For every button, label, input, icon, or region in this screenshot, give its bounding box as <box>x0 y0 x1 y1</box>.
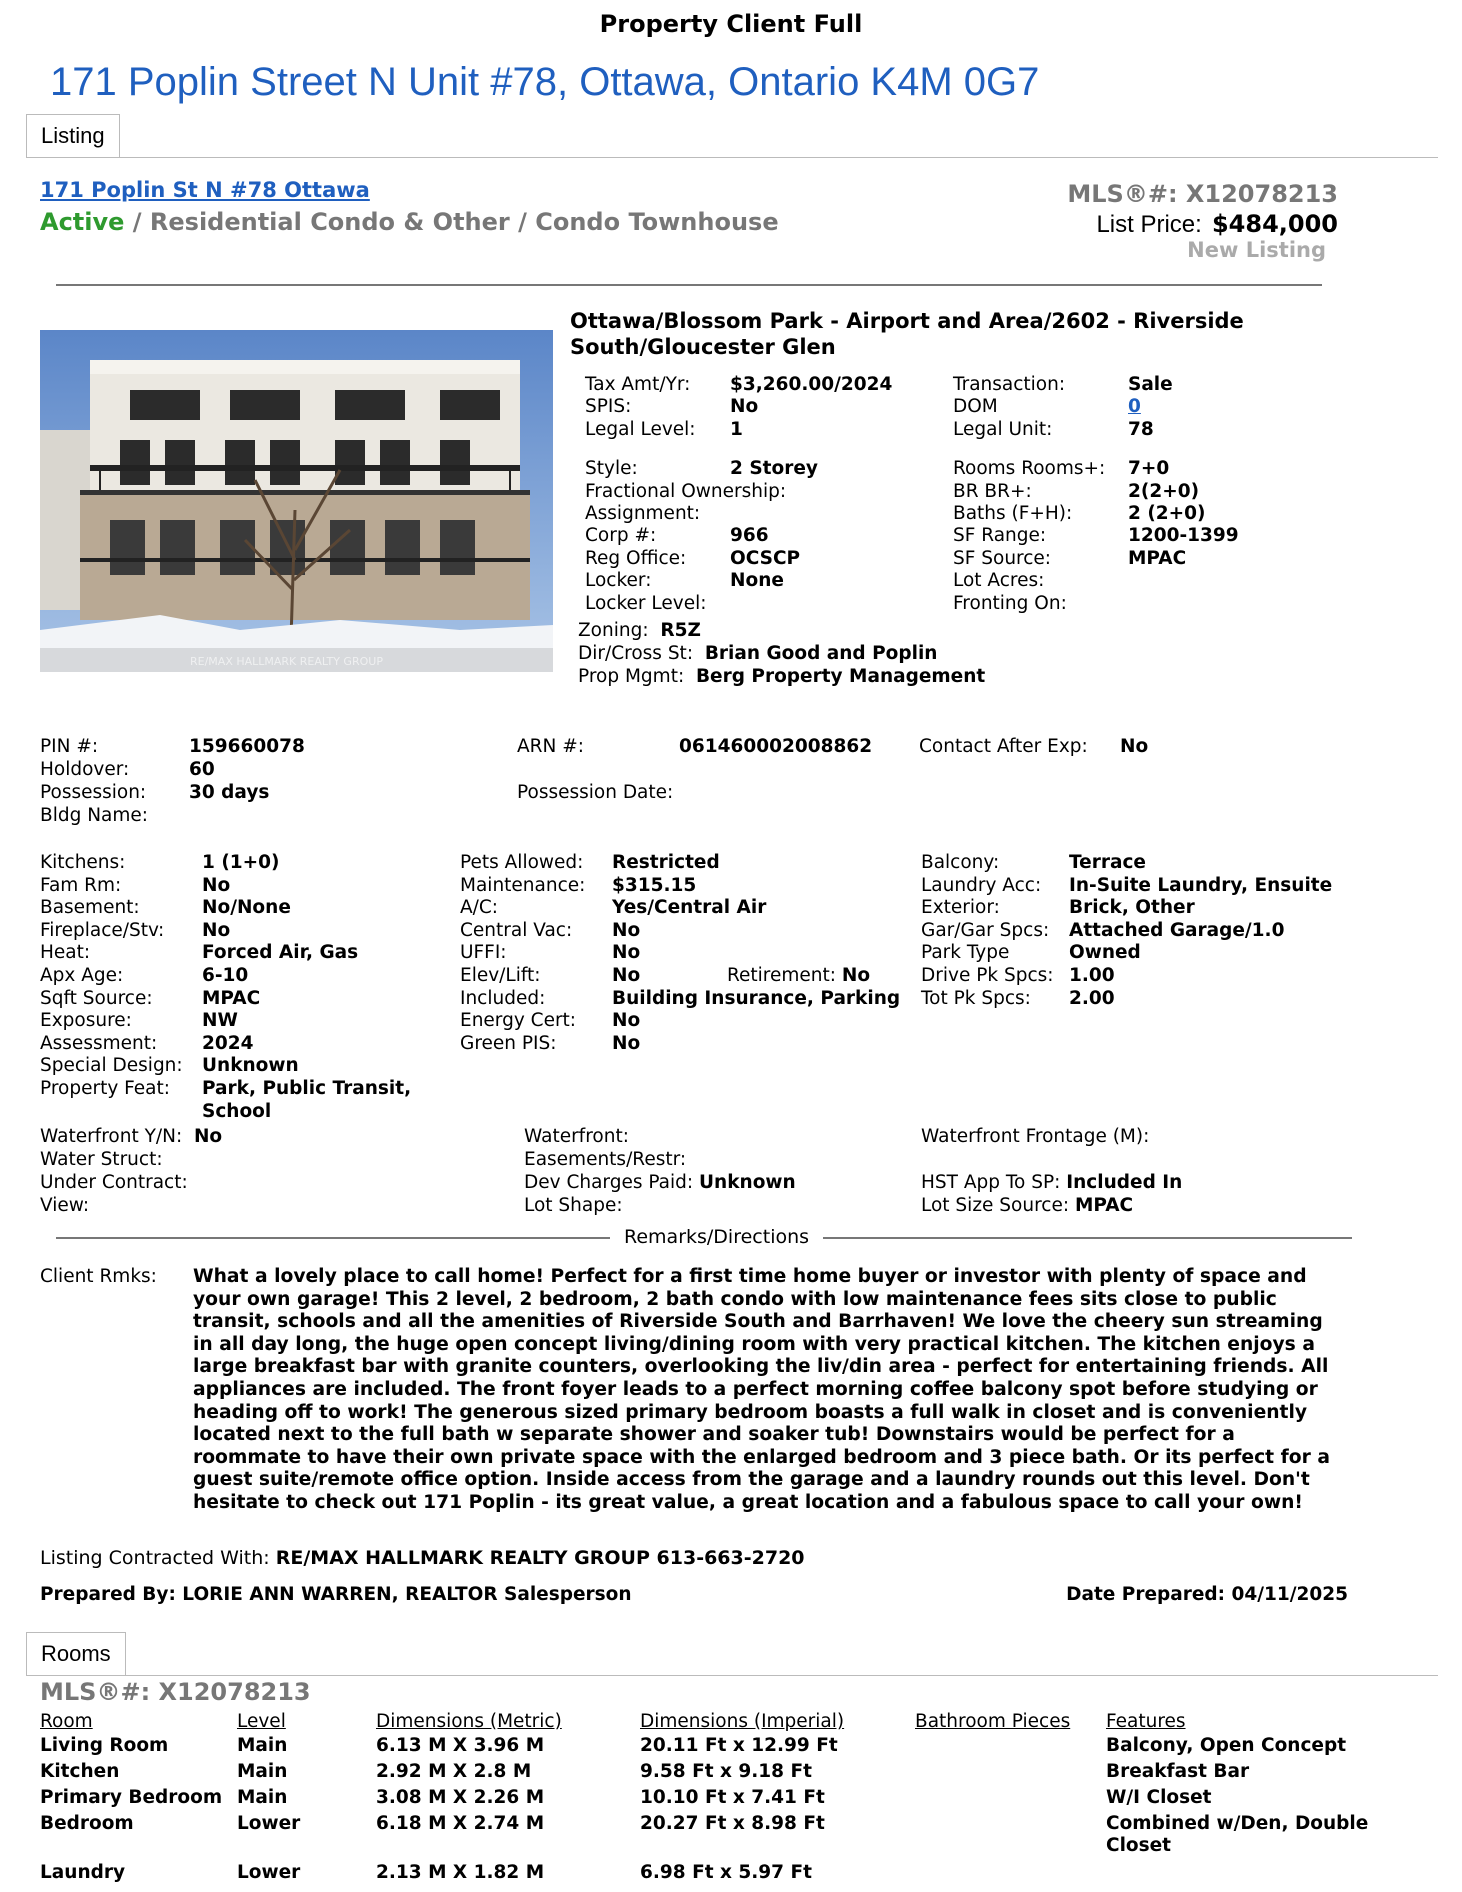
possession-value: 30 days <box>189 782 270 803</box>
remarks-heading: Remarks/Directions <box>610 1226 823 1248</box>
rooms-cell: 3.08 M X 2.26 M <box>376 1787 545 1808</box>
feature-value: Building Insurance, Parking <box>612 987 901 1009</box>
short-address-link[interactable]: 171 Poplin St N #78 Ottawa <box>40 178 370 202</box>
possession-label: Possession: <box>40 782 147 803</box>
listing-categories: / Residential Condo & Other / Condo Townhouse <box>124 208 779 236</box>
rooms-header-cell: Level <box>237 1711 286 1732</box>
detail-label: Reg Office: <box>585 547 687 569</box>
detail-row <box>585 503 786 525</box>
feature-value: MPAC <box>202 987 261 1009</box>
remarks-line: What a lovely place to call home! Perfect for a first time home buyer or investor with plenty of space and <box>193 1266 1307 1287</box>
feature-value: $315.15 <box>612 874 697 896</box>
mls-number: MLS®#: X12078213 <box>1067 180 1338 208</box>
detail-label: Fractional Ownership: <box>585 480 787 502</box>
contact-after-exp-label: Contact After Exp: <box>919 736 1088 757</box>
detail-label: Rooms Rooms+: <box>953 458 1106 480</box>
photo-watermark: RE/MAX HALLMARK REALTY GROUP <box>190 655 383 668</box>
rooms-cell: 6.98 Ft x 5.97 Ft <box>640 1862 812 1883</box>
waterfront: Waterfront: <box>524 1126 629 1147</box>
detail-value: 1 <box>730 418 743 440</box>
rooms-cell: Lower <box>237 1862 301 1883</box>
feature-row <box>40 1055 299 1078</box>
rooms-cell: Breakfast Bar <box>1106 1761 1250 1782</box>
feature-label: Sqft Source: <box>40 987 153 1009</box>
property-address-heading: 171 Poplin Street N Unit #78, Ottawa, Ontario K4M 0G7 <box>50 60 1040 104</box>
feature-row <box>460 1010 641 1033</box>
feature-row <box>921 874 1333 898</box>
detail-row <box>585 419 786 441</box>
feature-value: No <box>202 874 231 896</box>
feature-value: No <box>612 964 641 986</box>
feature-row <box>40 1010 238 1033</box>
feature-label: Assessment: <box>40 1032 158 1054</box>
waterfront-yn: Waterfront Y/N: No <box>40 1126 223 1147</box>
feature-label: Exposure: <box>40 1010 132 1032</box>
document-title: Property Client Full <box>599 10 863 38</box>
detail-label: Transaction: <box>953 374 1066 395</box>
rooms-cell: Main <box>237 1735 288 1756</box>
rooms-cell: Balcony, Open Concept <box>1106 1735 1347 1756</box>
feature-value: No <box>612 1010 641 1032</box>
remarks-line: transit, schools and all the amenities of Riverside South and Barrhaven! We love the cheery sun streaming <box>193 1311 1323 1333</box>
easements: Easements/Restr: <box>524 1149 687 1170</box>
rooms-cell: 2.13 M X 1.82 M <box>376 1862 545 1883</box>
feature-label: Exterior: <box>921 897 1000 919</box>
rooms-header-cell: Bathroom Pieces <box>915 1711 1071 1732</box>
detail-row <box>953 525 1239 547</box>
status-line <box>40 208 779 236</box>
status-badge: Active <box>40 208 125 236</box>
arn-label: ARN #: <box>517 736 584 757</box>
feature-value: 6-10 <box>202 964 249 986</box>
detail-value: 78 <box>1128 418 1154 440</box>
detail-row <box>953 374 1173 396</box>
rooms-cell: 6.18 M X 2.74 M <box>376 1813 545 1834</box>
detail-row <box>585 374 893 396</box>
detail-value: 7+0 <box>1128 458 1170 480</box>
feature-value: 1.00 <box>1069 964 1115 986</box>
detail-value: OCSCP <box>730 547 801 569</box>
client-remarks-label: Client Rmks: <box>40 1266 157 1287</box>
detail-value: Sale <box>1128 374 1173 395</box>
feature-value: 2.00 <box>1069 987 1115 1009</box>
detail-label: Style: <box>585 458 638 480</box>
detail-label: Corp #: <box>585 525 657 547</box>
prepared-by: Prepared By: LORIE ANN WARREN, REALTOR Salesperson <box>40 1584 632 1605</box>
feature-row <box>460 897 767 920</box>
area-title: Ottawa/Blossom Park - Airport and Area/2602 - Riverside South/Gloucester Glen <box>570 309 1244 359</box>
details-left <box>585 374 893 615</box>
feature-label: Apx Age: <box>40 964 124 986</box>
feature-row <box>40 919 231 943</box>
rooms-cell: 10.10 Ft x 7.41 Ft <box>640 1787 825 1808</box>
feature-label: UFFI: <box>460 942 507 964</box>
feature-label: Energy Cert: <box>460 1010 577 1032</box>
feature-label: Included: <box>460 987 546 1009</box>
feature-value: Owned <box>1069 942 1141 964</box>
detail-label: Locker: <box>585 570 652 592</box>
rooms-cell: Main <box>237 1761 288 1782</box>
feature-value: Restricted <box>612 852 720 873</box>
details-right <box>953 374 1239 615</box>
feature-row <box>460 964 641 988</box>
feature-value: Attached Garage/1.0 <box>1069 919 1285 941</box>
new-listing-tag: New Listing <box>1187 238 1326 262</box>
detail-label: Baths (F+H): <box>953 502 1073 524</box>
feature-label: Pets Allowed: <box>460 852 584 873</box>
remarks-line: your own garage! This 2 level, 2 bedroom, 2 bath condo with low maintenance fees sits close to public <box>193 1288 1277 1310</box>
feature-row <box>40 1077 412 1101</box>
property-photo <box>40 330 553 672</box>
tab-rooms[interactable]: Rooms <box>26 1632 126 1675</box>
feature-row <box>460 1032 641 1056</box>
rooms-cell: Living Room <box>40 1735 169 1756</box>
detail-row <box>585 547 801 570</box>
feature-label: Drive Pk Spcs: <box>921 964 1054 986</box>
rooms-cell: Closet <box>1106 1835 1172 1856</box>
feature-row <box>460 919 641 943</box>
feature-label: Kitchens: <box>40 852 126 873</box>
detail-row <box>585 396 786 418</box>
feature-value: No <box>202 919 231 941</box>
detail-value[interactable]: 0 <box>1128 396 1141 418</box>
tab-divider <box>26 157 1438 158</box>
features-col-1 <box>40 852 412 1123</box>
detail-value: 966 <box>730 525 769 547</box>
detail-label: DOM <box>953 396 998 418</box>
rooms-cell: 2.92 M X 2.8 M <box>376 1761 532 1782</box>
feature-label: Property Feat: <box>40 1077 170 1099</box>
rooms-cell: 6.13 M X 3.96 M <box>376 1735 545 1756</box>
rooms-cell: Bedroom <box>40 1813 134 1834</box>
list-price-label: List Price: <box>1096 211 1202 238</box>
feature-row <box>40 987 261 1011</box>
detail-row <box>585 525 786 547</box>
rooms-mls-number: MLS®#: X12078213 <box>40 1678 311 1706</box>
possession-date-label: Possession Date: <box>517 782 674 803</box>
rooms-cell: W/I Closet <box>1106 1787 1212 1808</box>
detail-value: None <box>730 570 784 592</box>
detail-row <box>953 547 1187 570</box>
detail-label: SF Range: <box>953 525 1047 547</box>
feature-value: 1 (1+0) <box>202 852 280 873</box>
detail-value: 2 Storey <box>730 458 818 480</box>
feature-row <box>921 919 1285 943</box>
feature-label: Maintenance: <box>460 874 586 896</box>
feature-label: Gar/Gar Spcs: <box>921 919 1050 941</box>
feature-row <box>40 942 359 965</box>
feature-row <box>40 852 280 875</box>
rooms-cell: Primary Bedroom <box>40 1787 223 1808</box>
detail-label: Locker Level: <box>585 592 707 614</box>
retirement: Retirement: No <box>727 965 871 986</box>
feature-label: Special Design: <box>40 1055 183 1077</box>
arn-value: 061460002008862 <box>679 736 873 757</box>
list-price-value: $484,000 <box>1211 210 1338 238</box>
rooms-cell: 9.58 Ft x 9.18 Ft <box>640 1761 812 1782</box>
feature-row <box>40 1032 254 1056</box>
feature-row <box>460 987 901 1011</box>
feature-label: Elev/Lift: <box>460 964 541 986</box>
detail-value: 2(2+0) <box>1128 480 1200 502</box>
feature-row <box>40 964 249 988</box>
rooms-header-cell: Dimensions (Imperial) <box>640 1711 845 1732</box>
detail-row <box>953 502 1206 525</box>
feature-label: Tot Pk Spcs: <box>921 987 1031 1009</box>
remarks-line: located next to the full bath w separate shower and soaker tub! Downstairs would be perfect for a <box>193 1424 1235 1446</box>
rooms-cell: Lower <box>237 1813 301 1834</box>
detail-row <box>585 458 818 480</box>
rooms-cell: 20.11 Ft x 12.99 Ft <box>640 1735 838 1756</box>
detail-row <box>953 480 1200 503</box>
detail-value: No <box>730 396 759 418</box>
feature-label: Laundry Acc: <box>921 874 1042 896</box>
detail-label: BR BR+: <box>953 480 1032 502</box>
feature-value: Unknown <box>202 1055 299 1077</box>
feature-value: Forced Air, Gas <box>202 942 359 964</box>
detail-label: Lot Acres: <box>953 570 1045 592</box>
detail-row <box>585 570 786 592</box>
holdover-label: Holdover: <box>40 759 130 780</box>
rooms-cell: Laundry <box>40 1862 126 1883</box>
detail-row <box>953 593 1105 615</box>
detail-label: Legal Unit: <box>953 418 1053 440</box>
feature-value: 2024 <box>202 1032 254 1054</box>
feature-row <box>921 987 1115 1011</box>
client-remarks <box>193 1266 1353 1515</box>
view: View: <box>40 1195 90 1216</box>
detail-label: Fronting On: <box>953 592 1067 614</box>
detail-row <box>585 593 786 615</box>
rooms-header-cell: Features <box>1106 1711 1186 1732</box>
feature-value: Park, Public Transit, <box>202 1077 412 1099</box>
feature-value: No/None <box>202 897 291 919</box>
detail-row <box>953 418 1154 441</box>
rooms-cell: 20.27 Ft x 8.98 Ft <box>640 1813 825 1834</box>
features-col-3 <box>921 852 1333 1010</box>
holdover-value: 60 <box>189 759 215 780</box>
rooms-cell: Kitchen <box>40 1761 120 1782</box>
detail-row <box>585 481 786 503</box>
property-management: Prop Mgmt: Berg Property Management <box>578 666 986 687</box>
detail-label: SF Source: <box>953 547 1052 569</box>
divider <box>56 284 1322 286</box>
detail-value: $3,260.00/2024 <box>730 374 893 395</box>
date-prepared: Date Prepared: 04/11/2025 <box>1066 1584 1348 1605</box>
feature-label: Fireplace/Stv: <box>40 919 165 941</box>
feature-label: Basement: <box>40 897 140 919</box>
rooms-tab-divider <box>26 1675 1438 1676</box>
remarks-line: large breakfast bar with granite counters, overlooking the liv/din area - perfect for entertaining friends. All <box>193 1356 1329 1378</box>
lot-shape: Lot Shape: <box>524 1195 623 1216</box>
feature-row <box>921 852 1146 875</box>
remarks-line: in all day long, the huge open concept living/dining room with very practical kitchen. The kitchen enjoys a <box>193 1333 1315 1355</box>
feature-row <box>460 874 697 898</box>
detail-label: Legal Level: <box>585 418 696 440</box>
feature-value: In-Suite Laundry, Ensuite <box>1069 874 1333 896</box>
feature-value: Yes/Central Air <box>612 897 767 919</box>
detail-value: MPAC <box>1128 547 1187 569</box>
feature-row <box>921 897 1195 920</box>
tab-listing[interactable]: Listing <box>26 114 120 157</box>
feature-label: A/C: <box>460 897 499 919</box>
feature-row <box>921 964 1115 988</box>
feature-row <box>40 897 291 920</box>
feature-row <box>460 852 720 875</box>
remarks-line: guest suite/remote office option. Inside access from the garage and a laundry rounds out this level. Don't <box>193 1469 1310 1491</box>
feature-label: Balcony: <box>921 852 1000 873</box>
feature-label: Fam Rm: <box>40 874 122 896</box>
feature-label: Heat: <box>40 942 91 964</box>
detail-row <box>953 396 1141 418</box>
pin-label: PIN #: <box>40 736 99 757</box>
waterfront-frontage: Waterfront Frontage (M): <box>921 1126 1150 1147</box>
feature-row <box>40 874 231 898</box>
feature-label: Green PIS: <box>460 1032 557 1054</box>
feature-value: Terrace <box>1069 852 1146 873</box>
bldg-name-label: Bldg Name: <box>40 805 149 826</box>
hst: HST App To SP: Included In <box>921 1172 1183 1193</box>
feature-value: Brick, Other <box>1069 897 1195 919</box>
lot-size-source: Lot Size Source: MPAC <box>921 1195 1134 1216</box>
zoning: Zoning: R5Z <box>578 620 701 641</box>
under-contract: Under Contract: <box>40 1172 188 1193</box>
feature-label: Park Type <box>921 942 1010 964</box>
remarks-line: heading off to work! The generous sized primary bedroom boasts a full walk in closet and is conveniently <box>193 1401 1308 1423</box>
remarks-line: hesitate to check out 171 Poplin - its great value, a great location and a fabulous space to call your own! <box>193 1491 1303 1513</box>
rooms-cell: Main <box>237 1787 288 1808</box>
feature-row <box>921 942 1141 965</box>
detail-label: Tax Amt/Yr: <box>585 374 691 395</box>
detail-row <box>953 570 1105 592</box>
listing-contracted: Listing Contracted With: RE/MAX HALLMARK REALTY GROUP 613-663-2720 <box>40 1547 805 1569</box>
feature-value: No <box>612 942 641 964</box>
remarks-line: roommate to have their own private space with the enlarged bedroom and 3 piece bath. Or its perfect for a <box>193 1446 1330 1468</box>
cross-street: Dir/Cross St: Brian Good and Poplin <box>578 643 938 664</box>
contact-after-exp-value: No <box>1120 736 1149 757</box>
rooms-cell: Combined w/Den, Double <box>1106 1813 1369 1834</box>
pin-value: 159660078 <box>189 736 305 757</box>
detail-row <box>953 458 1170 480</box>
feature-value: No <box>612 1032 641 1054</box>
feature-label: Central Vac: <box>460 919 573 941</box>
rooms-header-cell: Room <box>40 1711 93 1732</box>
feature-value: NW <box>202 1010 238 1032</box>
detail-label: Assignment: <box>585 502 701 524</box>
detail-label: SPIS: <box>585 396 632 418</box>
detail-value: 1200-1399 <box>1128 525 1239 547</box>
remarks-line: appliances are included. The front foyer leads to a perfect morning coffee balcony spot before studying or <box>193 1378 1318 1400</box>
feature-value: No <box>612 919 641 941</box>
list-price <box>1096 210 1338 239</box>
feature-row <box>460 942 641 965</box>
rooms-header-cell: Dimensions (Metric) <box>376 1711 562 1732</box>
water-struct: Water Struct: <box>40 1149 163 1170</box>
feature-row <box>40 1100 272 1124</box>
dev-charges: Dev Charges Paid: Unknown <box>524 1172 796 1193</box>
detail-value: 2 (2+0) <box>1128 502 1206 524</box>
feature-value: School <box>202 1100 272 1122</box>
